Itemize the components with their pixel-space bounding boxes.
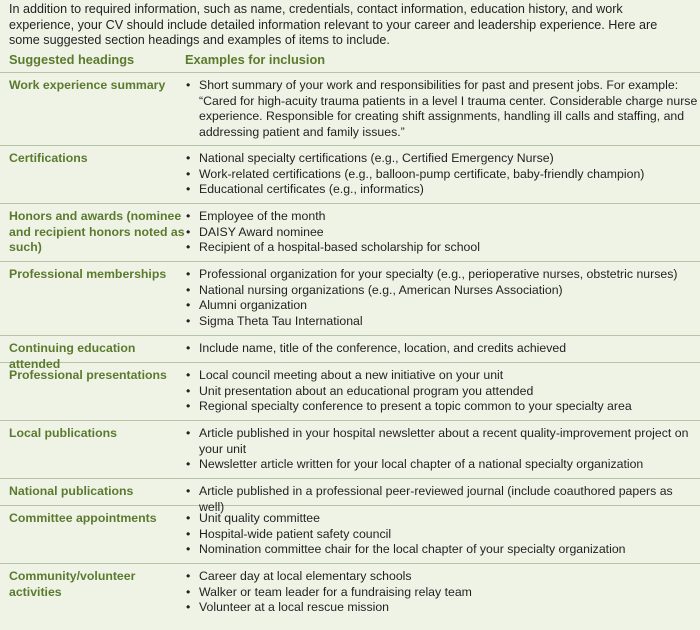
bullet-icon: • [186, 426, 191, 440]
intro-paragraph: In addition to required information, such as name, credentials, contact information, education history, and work experience, your CV should include detailed information relevant to your career and leadership experience. Here are some suggested section headings and examples of items to include. [9, 2, 658, 47]
row-heading: Professional memberships [9, 267, 167, 281]
row-heading: Honors and awards (nominee and recipient honors noted as such) [9, 209, 185, 254]
list-item-text: Article published in a professional peer-reviewed journal (include coauthored papers as well) [199, 484, 673, 514]
bullet-icon: • [186, 526, 191, 541]
list-item [185, 167, 700, 183]
list-item-text: DAISY Award nominee [199, 224, 324, 239]
list-item [185, 600, 700, 616]
bullet-icon: • [186, 78, 191, 92]
list-item-text: Regional specialty conference to present a topic common to your specialty area [199, 399, 632, 413]
table-row [0, 506, 700, 564]
column-header-headings: Suggested headings [9, 51, 135, 67]
row-heading: National publications [9, 484, 134, 498]
table-row [0, 421, 700, 479]
table-row [0, 146, 700, 204]
row-examples-list [185, 368, 700, 420]
list-item [185, 209, 700, 225]
row-examples-list [185, 151, 700, 203]
row-heading: Local publications [9, 426, 117, 440]
row-heading: Continuing education attended [9, 341, 136, 371]
row-examples-list [185, 209, 700, 261]
bullet-icon: • [186, 600, 191, 614]
list-item [185, 298, 700, 314]
list-item [185, 426, 700, 457]
list-item [185, 341, 700, 357]
list-item [185, 240, 700, 256]
list-item-text: Walker or team leader for a fundraising relay team [199, 584, 472, 599]
list-item-text: Professional organization for your specialty (e.g., perioperative nurses, obstetric nurses) [199, 267, 678, 281]
table-row [0, 479, 700, 514]
list-item [185, 542, 700, 558]
list-item [185, 368, 700, 384]
bullet-icon: • [186, 182, 191, 196]
list-item-text: Recipient of a hospital-based scholarship for school [199, 240, 480, 254]
bullet-icon: • [186, 313, 191, 328]
row-examples-list [185, 426, 700, 478]
bullet-icon: • [186, 341, 191, 355]
bullet-icon: • [186, 542, 191, 556]
row-heading: Community/volunteer activities [9, 569, 136, 599]
list-item-text: Include name, title of the conference, location, and credits achieved [199, 341, 567, 355]
list-item-text: Newsletter article written for your local chapter of a national specialty organization [199, 457, 644, 471]
bullet-icon: • [186, 298, 191, 312]
bullet-icon: • [186, 151, 191, 165]
list-item [185, 267, 700, 283]
list-item [185, 384, 700, 400]
list-item-text: Unit presentation about an educational program you attended [199, 383, 534, 398]
bullet-icon: • [186, 224, 191, 239]
column-header-examples: Examples for inclusion [185, 51, 326, 67]
bullet-icon: • [186, 368, 191, 382]
row-heading: Certifications [9, 151, 88, 165]
list-item-text: Educational certificates (e.g., informatics) [199, 182, 424, 196]
table-header [0, 46, 700, 73]
list-item-text: Work-related certifications (e.g., balloon-pump certificate, baby-friendly champion) [199, 166, 645, 181]
list-item-text: Unit quality committee [199, 511, 320, 525]
list-item-text: Nomination committee chair for the local chapter of your specialty organization [199, 542, 626, 556]
bullet-icon: • [186, 511, 191, 525]
list-item-text: National specialty certifications (e.g., Certified Emergency Nurse) [199, 151, 554, 165]
row-examples-list [185, 341, 700, 362]
list-item-text: Career day at local elementary schools [199, 569, 412, 583]
list-item-text: Local council meeting about a new initiative on your unit [199, 368, 504, 382]
list-item [185, 585, 700, 601]
list-item-text: Hospital-wide patient safety council [199, 526, 392, 541]
row-examples-list [185, 267, 700, 335]
list-item [185, 78, 700, 140]
table-row [0, 363, 700, 421]
list-item-text: Short summary of your work and responsibilities for past and present jobs. For example: “Cared for high-acuity trauma patients in a level I trauma center. Considerable charge nurse experience. Responsible for creating shift assignments, handling ill calls and staffing, and addressing patient and family issues.” [199, 78, 698, 139]
list-item [185, 151, 700, 167]
list-item [185, 225, 700, 241]
list-item [185, 527, 700, 543]
list-item [185, 511, 700, 527]
bullet-icon: • [186, 399, 191, 413]
bullet-icon: • [186, 383, 191, 398]
list-item-text: Employee of the month [199, 209, 326, 223]
bullet-icon: • [186, 484, 191, 498]
table-row [0, 262, 700, 336]
list-item [185, 182, 700, 198]
row-heading: Committee appointments [9, 511, 157, 525]
row-examples-list [185, 511, 700, 563]
list-item [185, 314, 700, 330]
list-item-text: Alumni organization [199, 298, 308, 312]
bullet-icon: • [186, 240, 191, 254]
bullet-icon: • [186, 209, 191, 223]
bullet-icon: • [186, 457, 191, 471]
bullet-icon: • [186, 569, 191, 583]
list-item [185, 399, 700, 415]
row-examples-list [185, 484, 700, 514]
list-item-text: Volunteer at a local rescue mission [199, 600, 390, 614]
list-item-text: Article published in your hospital newsletter about a recent quality-improvement project on your unit [199, 426, 689, 456]
list-item-text: National nursing organizations (e.g., American Nurses Association) [199, 282, 563, 297]
table-body [0, 73, 700, 613]
bullet-icon: • [186, 282, 191, 297]
row-heading: Work experience summary [9, 78, 166, 92]
list-item [185, 457, 700, 473]
row-heading: Professional presentations [9, 368, 167, 382]
table-row [0, 73, 700, 146]
table-row [0, 336, 700, 371]
table-row [0, 204, 700, 262]
table-row [0, 564, 700, 613]
list-item [185, 569, 700, 585]
list-item [185, 283, 700, 299]
row-examples-list [185, 78, 700, 145]
bullet-icon: • [186, 166, 191, 181]
bullet-icon: • [186, 584, 191, 599]
row-examples-list [185, 569, 700, 613]
list-item-text: Sigma Theta Tau International [199, 313, 363, 328]
bullet-icon: • [186, 267, 191, 281]
